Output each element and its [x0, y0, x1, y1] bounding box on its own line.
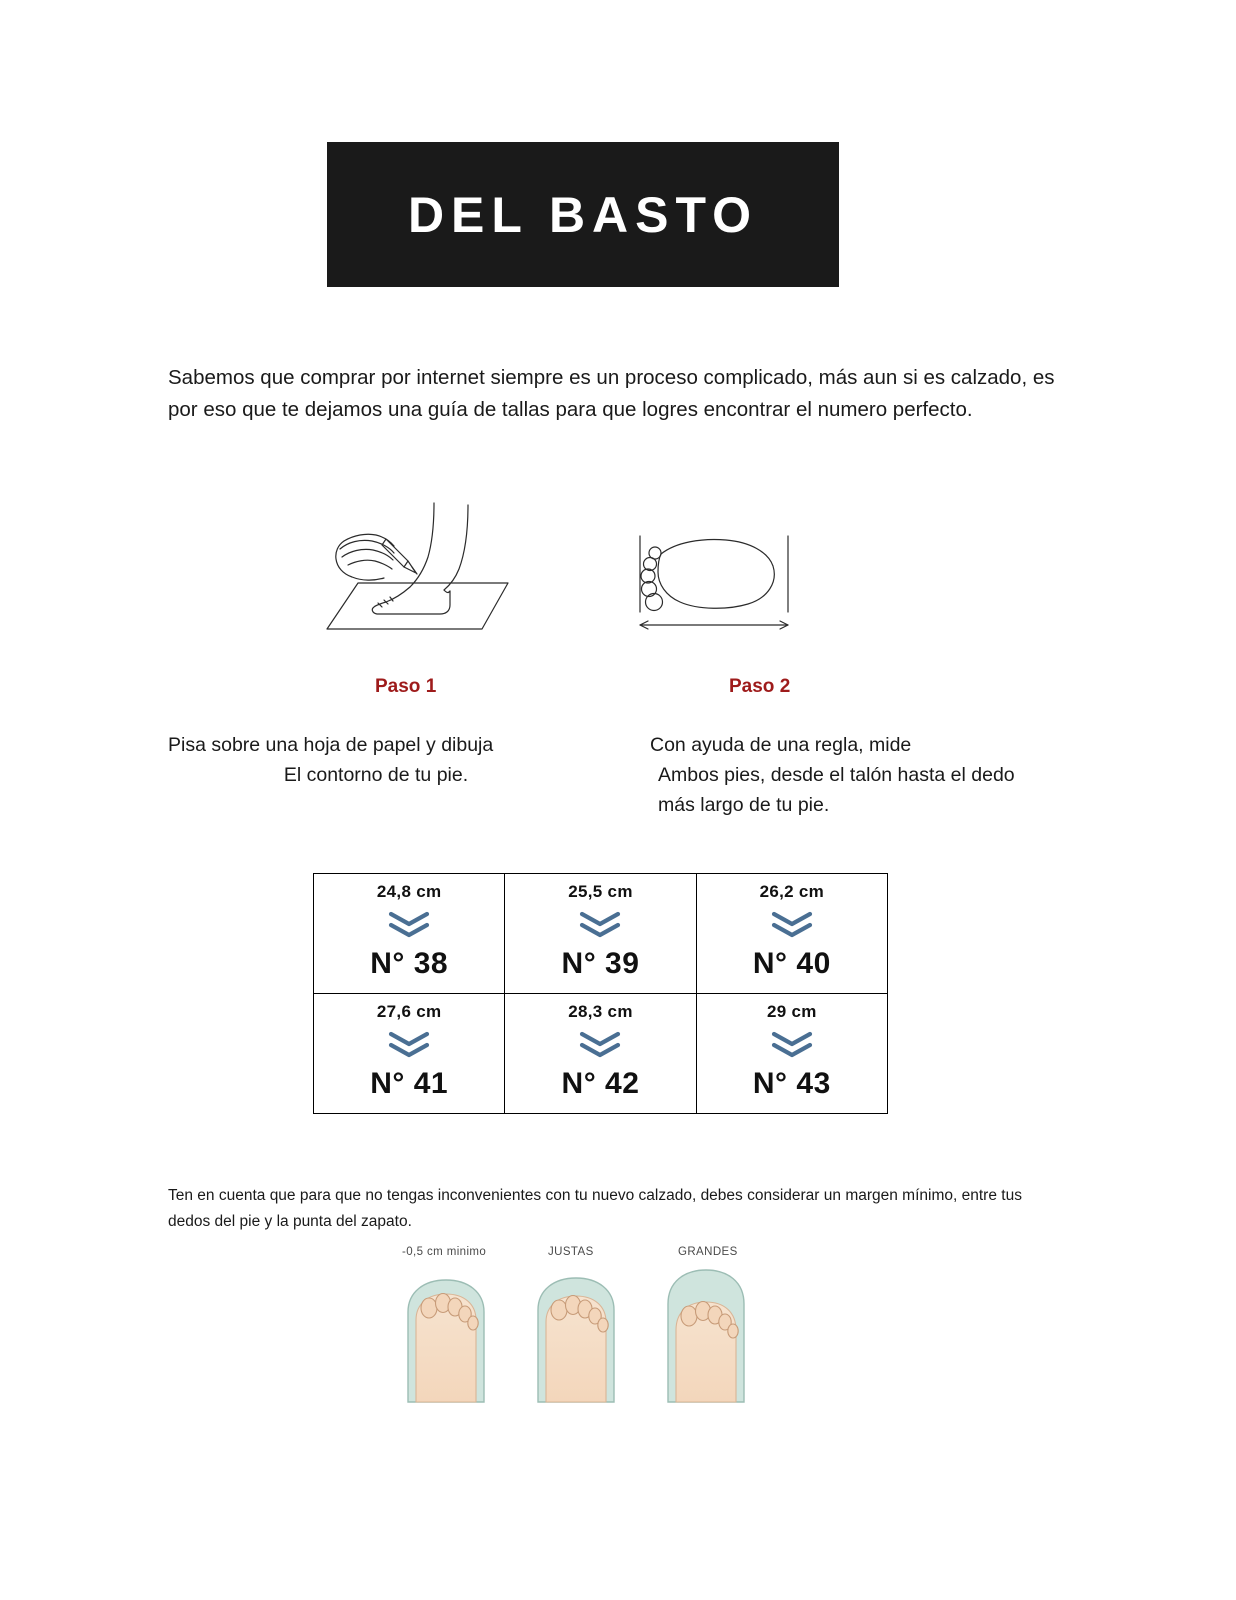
- size-cm-label: 27,6 cm: [376, 1002, 442, 1021]
- size-cell: [314, 994, 505, 1114]
- chevron-down-icon: [386, 1029, 432, 1063]
- intro-line-2: es por eso que te dejamos una guía de tallas para que logres encontrar el numero perfecto.: [168, 366, 1055, 421]
- fit-examples-illustration: [390, 1246, 790, 1417]
- fit-example-tight: [408, 1280, 484, 1402]
- size-cell: [505, 874, 696, 994]
- step-2-text: [650, 730, 1070, 820]
- size-cell: [696, 994, 887, 1114]
- fit-caption-tight: -0,5 cm minimo: [402, 1246, 487, 1258]
- size-cm-label: 28,3 cm: [568, 1002, 633, 1021]
- size-cell: [314, 874, 505, 994]
- note-line-1: Ten en cuenta que para que no tengas inconvenientes con tu nuevo calzado, debes considerar un margen mínimo, entre: [168, 1187, 997, 1204]
- size-cell: [696, 874, 887, 994]
- note-line-2: tus dedos del pie y la punta del zapato.: [168, 1187, 1022, 1230]
- chevron-down-icon: [386, 909, 432, 943]
- fit-examples-svg: [390, 1252, 790, 1417]
- step-2-title: Paso 2: [729, 676, 791, 697]
- size-number-label: N° 38: [370, 947, 449, 980]
- fit-example-just-right: [538, 1278, 614, 1402]
- step-1-text: [168, 730, 548, 790]
- table-row: [314, 874, 888, 994]
- intro-paragraph: [168, 362, 1068, 426]
- chevron-down-icon: [577, 1029, 623, 1063]
- size-number-label: N° 41: [370, 1067, 449, 1100]
- intro-line-1: Sabemos que comprar por internet siempre es un proceso complicado, más aun si es calzado,: [168, 366, 1028, 389]
- step-2-line-3: más largo de tu pie.: [658, 794, 830, 816]
- size-cm-label: 24,8 cm: [376, 882, 442, 901]
- fit-caption-large: GRANDES: [678, 1246, 738, 1258]
- table-row: [314, 994, 888, 1114]
- brand-logo: [327, 142, 839, 287]
- size-number-label: N° 43: [752, 1067, 831, 1100]
- chevron-down-icon: [769, 1029, 815, 1063]
- size-number-label: N° 40: [752, 947, 831, 980]
- fit-example-large: [668, 1270, 744, 1402]
- step-1-line-2: El contorno de tu pie.: [283, 764, 469, 786]
- step-2-line-2: Ambos pies, desde el talón hasta el dedo: [658, 764, 1015, 786]
- foot-tracing-illustration: [322, 495, 517, 640]
- fit-caption-just-right: JUSTAS: [548, 1246, 594, 1258]
- chevron-down-icon: [769, 909, 815, 943]
- size-cm-label: 25,5 cm: [568, 882, 633, 901]
- size-number-label: N° 42: [561, 1067, 640, 1100]
- step-2-line-1: Con ayuda de una regla, mide: [650, 734, 912, 756]
- size-cell: [505, 994, 696, 1114]
- foot-measuring-illustration: [628, 528, 803, 640]
- size-cm-label: 29 cm: [766, 1002, 817, 1021]
- size-cm-label: 26,2 cm: [759, 882, 825, 901]
- margin-note: [168, 1183, 1068, 1235]
- brand-logo-text: DEL BASTO: [407, 186, 759, 243]
- chevron-down-icon: [577, 909, 623, 943]
- step-1-line-1: Pisa sobre una hoja de papel y dibuja: [168, 734, 494, 756]
- size-table: [313, 873, 888, 1114]
- size-number-label: N° 39: [561, 947, 640, 980]
- step-1-title: Paso 1: [375, 676, 437, 697]
